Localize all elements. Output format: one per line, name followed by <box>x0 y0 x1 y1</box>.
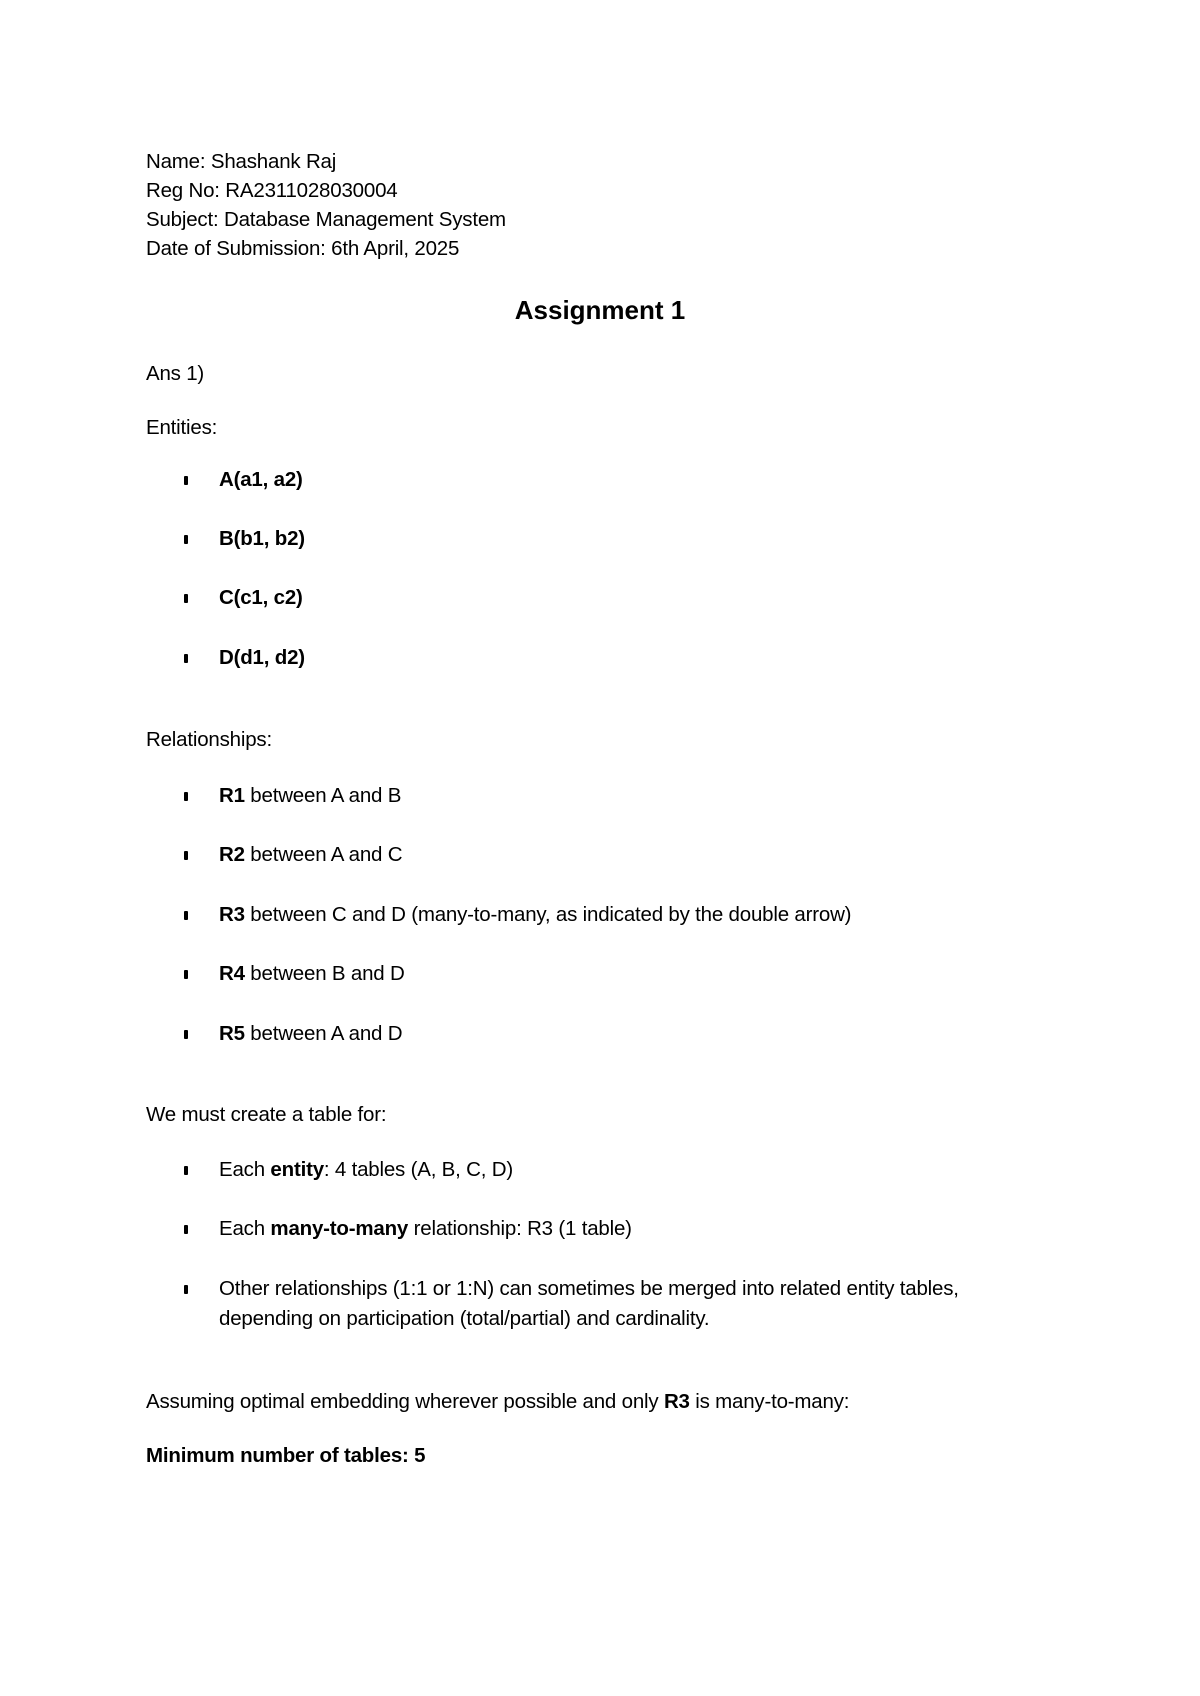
entity-item: A(a1, a2) <box>219 468 303 491</box>
bullet-icon <box>184 1166 188 1175</box>
relationship-item <box>219 900 851 930</box>
item-text-pre: Each <box>219 1217 271 1240</box>
item-text-post: relationship: R3 (1 table) <box>408 1217 632 1240</box>
bullet-icon <box>184 476 188 485</box>
bullet-icon <box>184 654 188 663</box>
tables-heading: We must create a table for: <box>146 1103 387 1126</box>
relationship-item <box>219 781 401 811</box>
table-requirement-item: Other relationships (1:1 or 1:N) can sometimes be merged into related entity tables, depending on participation (total/partial) and cardinality. <box>219 1277 959 1330</box>
relationship-text: between A and C <box>244 843 403 866</box>
relationship-text: between B and D <box>244 962 405 985</box>
relationship-name: R4 <box>219 962 245 985</box>
bullet-icon <box>184 1225 188 1234</box>
bullet-icon <box>184 911 188 920</box>
answer-label: Ans 1) <box>146 362 205 385</box>
bullet-icon <box>184 970 188 979</box>
entity-item: C(c1, c2) <box>219 586 303 609</box>
relationship-item <box>219 840 402 870</box>
relationship-item <box>219 1019 402 1049</box>
bullet-icon <box>184 792 188 801</box>
relationship-name: R1 <box>219 784 245 807</box>
conclusion-text-post: is many-to-many: <box>689 1390 850 1413</box>
relationship-item <box>219 959 405 989</box>
item-text-pre: Each <box>219 1158 271 1181</box>
item-text-bold: entity <box>270 1158 324 1181</box>
registration-number: Reg No: RA2311028030004 <box>146 179 398 202</box>
relationship-text: between A and B <box>244 784 402 807</box>
student-name: Name: Shashank Raj <box>146 150 337 173</box>
subject: Subject: Database Management System <box>146 208 506 231</box>
bullet-icon <box>184 535 188 544</box>
bullet-icon <box>184 1285 188 1294</box>
bullet-icon <box>184 1030 188 1039</box>
relationship-name: R3 <box>219 903 245 926</box>
bullet-icon <box>184 851 188 860</box>
entities-heading: Entities: <box>146 416 218 439</box>
conclusion-text-bold: R3 <box>663 1390 690 1413</box>
entity-item: B(b1, b2) <box>219 527 305 550</box>
page-title: Assignment 1 <box>514 295 686 325</box>
bullet-icon <box>184 594 188 603</box>
result-line: Minimum number of tables: 5 <box>146 1444 426 1467</box>
relationship-text: between A and D <box>244 1022 403 1045</box>
relationship-text: between C and D (many-to-many, as indicated by the double arrow) <box>244 903 852 926</box>
relationship-name: R2 <box>219 843 245 866</box>
submission-date: Date of Submission: 6th April, 2025 <box>146 237 460 260</box>
entity-item: D(d1, d2) <box>219 646 305 669</box>
table-requirement-item <box>219 1155 513 1185</box>
item-text-bold: many-to-many <box>270 1217 409 1240</box>
item-text-post: : 4 tables (A, B, C, D) <box>323 1158 513 1181</box>
relationship-name: R5 <box>219 1022 245 1045</box>
relationships-heading: Relationships: <box>146 728 272 751</box>
table-requirement-item <box>219 1214 632 1244</box>
conclusion-line <box>146 1390 849 1414</box>
conclusion-text-pre: Assuming optimal embedding wherever possible and only <box>146 1390 664 1413</box>
